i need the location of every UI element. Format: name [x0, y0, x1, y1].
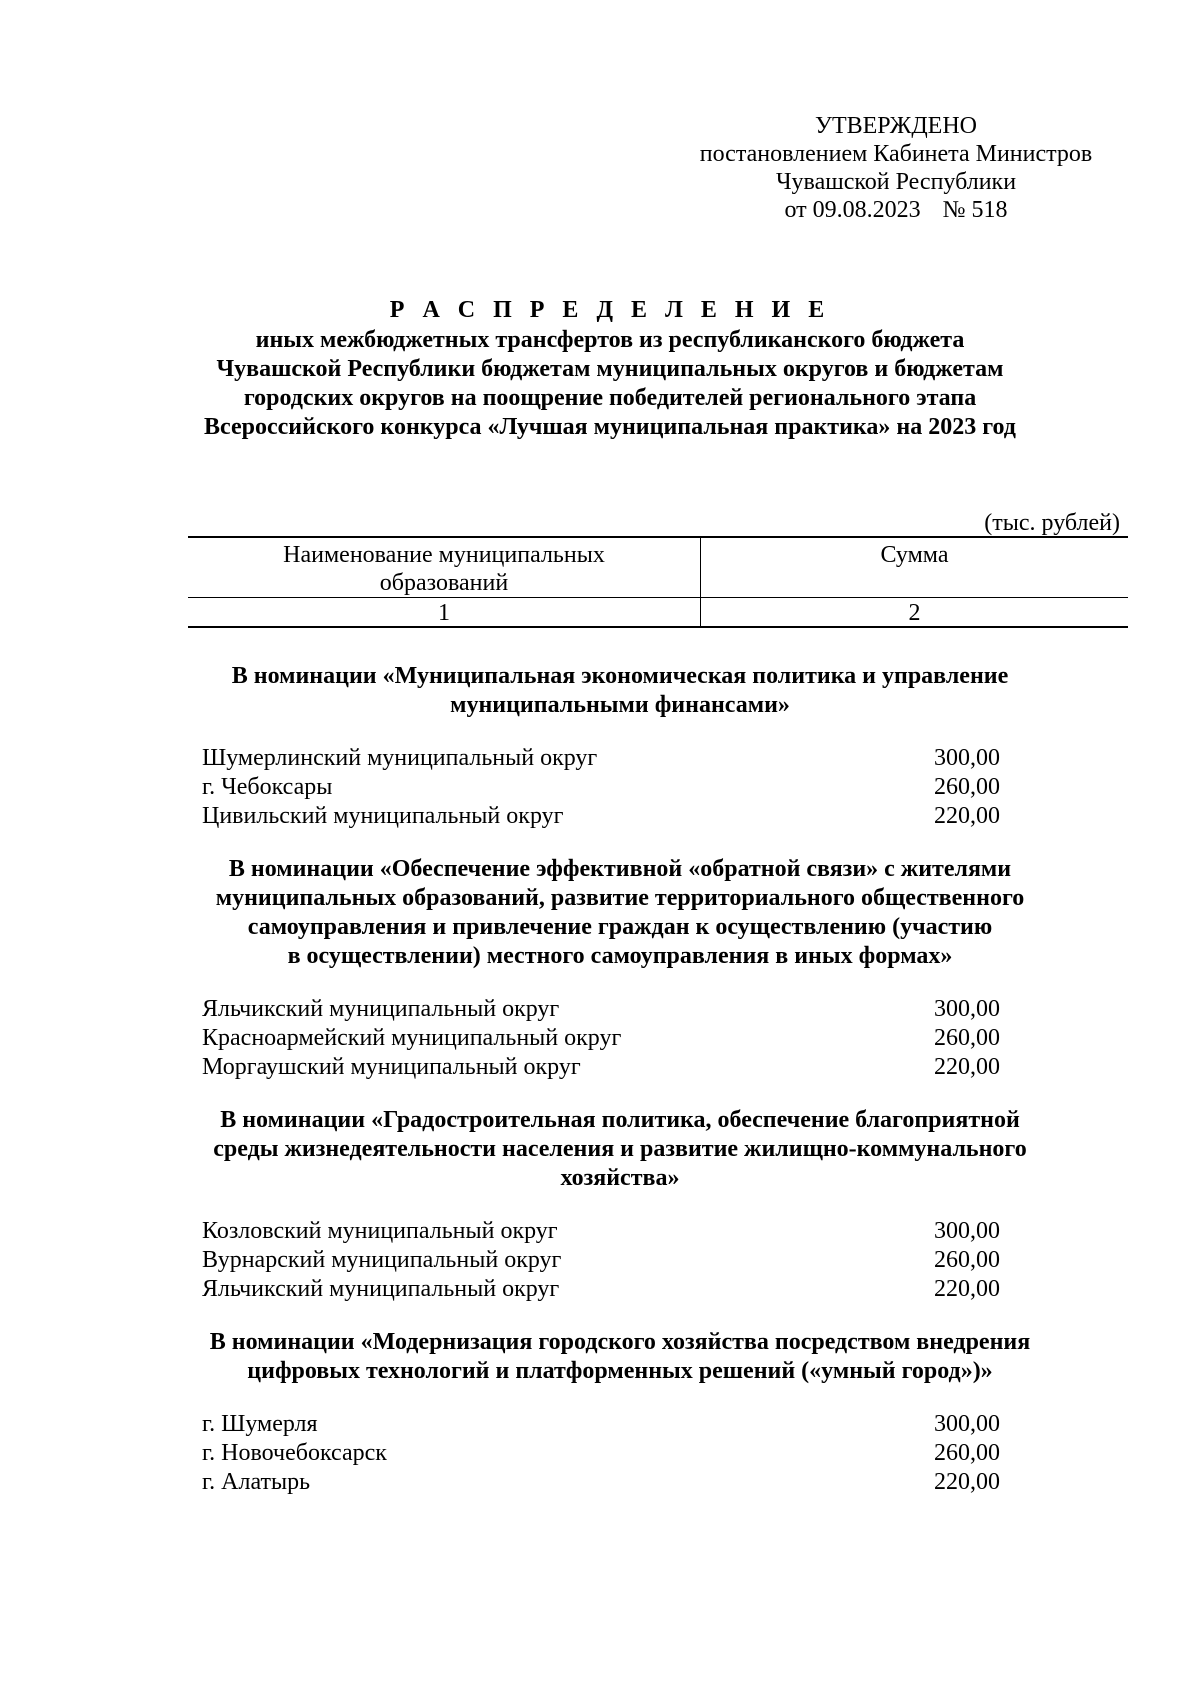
nomination-title — [190, 1328, 1050, 1386]
column-number-2: 2 — [908, 600, 921, 626]
nomination-title — [190, 662, 1050, 720]
amount-value: 300,00 — [934, 1218, 1000, 1244]
title-line: Всероссийского конкурса «Лучшая муниципальная практика» на 2023 год — [204, 414, 1016, 440]
header-name-line1: Наименование муниципальных — [283, 542, 605, 568]
municipality-name: г. Шумерля — [202, 1411, 318, 1437]
amount-value: 300,00 — [934, 996, 1000, 1022]
list-item — [180, 1053, 1100, 1082]
table-header — [188, 536, 1128, 628]
nomination-section — [180, 1328, 1100, 1497]
title-line: иных межбюджетных трансфертов из республиканского бюджета — [255, 327, 965, 353]
units-label: (тыс. рублей) — [984, 510, 1120, 536]
approval-republic: Чувашской Республики — [775, 169, 1017, 195]
approval-stamp — [664, 112, 1128, 224]
amount-value: 220,00 — [934, 1469, 1000, 1495]
amount-value: 300,00 — [934, 1411, 1000, 1437]
nomination-title-line: в осуществлении) местного самоуправления в иных формах» — [287, 943, 953, 969]
approval-issuer: постановлением Кабинета Министров — [699, 141, 1093, 167]
nomination-entries — [180, 995, 1100, 1082]
municipality-name: Цивильский муниципальный округ — [202, 803, 564, 829]
amount-value: 260,00 — [934, 1247, 1000, 1273]
nomination-entries — [180, 1217, 1100, 1304]
nomination-title-line: муниципальных образований, развитие территориального общественного — [215, 885, 1025, 911]
nomination-title-line: В номинации «Градостроительная политика, обеспечение благоприятной — [220, 1107, 1020, 1133]
nomination-title-line: хозяйства» — [560, 1165, 680, 1191]
nomination-title-line: В номинации «Муниципальная экономическая политика и управление — [231, 663, 1009, 689]
list-item — [180, 802, 1100, 831]
nomination-section — [180, 662, 1100, 831]
nomination-title-line: самоуправления и привлечение граждан к осуществлению (участию — [247, 914, 993, 940]
amount-value: 220,00 — [934, 1054, 1000, 1080]
document-title — [180, 296, 1040, 442]
amount-value: 220,00 — [934, 803, 1000, 829]
column-number-row — [188, 598, 1128, 627]
header-cell-name — [188, 541, 700, 597]
nomination-title — [190, 855, 1050, 971]
amount-value: 260,00 — [934, 774, 1000, 800]
municipality-name: Яльчикский муниципальный округ — [202, 1276, 560, 1302]
list-item — [180, 1439, 1100, 1468]
list-item — [180, 1217, 1100, 1246]
approval-date: от 09.08.2023 — [784, 197, 921, 223]
header-name-line2: образований — [379, 570, 509, 596]
approval-label: УТВЕРЖДЕНО — [814, 113, 978, 139]
list-item — [180, 1024, 1100, 1053]
nomination-title-line: муниципальными финансами» — [450, 692, 790, 718]
list-item — [180, 995, 1100, 1024]
title-line: городских округов на поощрение победителей регионального этапа — [243, 385, 977, 411]
list-item — [180, 1275, 1100, 1304]
municipality-name: г. Алатырь — [202, 1469, 311, 1495]
nomination-entries — [180, 1410, 1100, 1497]
municipality-name: Козловский муниципальный округ — [202, 1218, 558, 1244]
amount-value: 260,00 — [934, 1440, 1000, 1466]
amount-value: 260,00 — [934, 1025, 1000, 1051]
municipality-name: Красноармейский муниципальный округ — [202, 1025, 622, 1051]
municipality-name: Вурнарский муниципальный округ — [202, 1247, 562, 1273]
nomination-title — [190, 1106, 1050, 1193]
municipality-name: Шумерлинский муниципальный округ — [202, 745, 598, 771]
nomination-title-line: В номинации «Модернизация городского хозяйства посредством внедрения — [209, 1329, 1031, 1355]
nomination-entries — [180, 744, 1100, 831]
amount-value: 220,00 — [934, 1276, 1000, 1302]
list-item — [180, 773, 1100, 802]
amount-value: 300,00 — [934, 745, 1000, 771]
title-line: Чувашской Республики бюджетам муниципальных округов и бюджетам — [216, 356, 1004, 382]
document-heading: Р А С П Р Е Д Е Л Е Н И Е — [389, 297, 831, 323]
header-cell-sum: Сумма — [880, 542, 949, 568]
list-item — [180, 744, 1100, 773]
list-item — [180, 1468, 1100, 1497]
municipality-name: Яльчикский муниципальный округ — [202, 996, 560, 1022]
list-item — [180, 1246, 1100, 1275]
nomination-section — [180, 855, 1100, 1082]
municipality-name: г. Чебоксары — [202, 774, 333, 800]
column-number-1: 1 — [438, 600, 450, 626]
nomination-section — [180, 1106, 1100, 1304]
list-item — [180, 1410, 1100, 1439]
header-row — [188, 538, 1128, 598]
nomination-title-line: В номинации «Обеспечение эффективной «обратной связи» с жителями — [228, 856, 1012, 882]
approval-date-line — [664, 196, 1128, 224]
nomination-title-line: среды жизнедеятельности населения и развитие жилищно-коммунального — [213, 1136, 1027, 1162]
nominations-list — [180, 662, 1100, 1521]
nomination-title-line: цифровых технологий и платформенных решений («умный город»)» — [247, 1358, 993, 1384]
municipality-name: г. Новочебоксарск — [202, 1440, 387, 1466]
approval-number: № 518 — [942, 197, 1008, 223]
municipality-name: Моргаушский муниципальный округ — [202, 1054, 581, 1080]
